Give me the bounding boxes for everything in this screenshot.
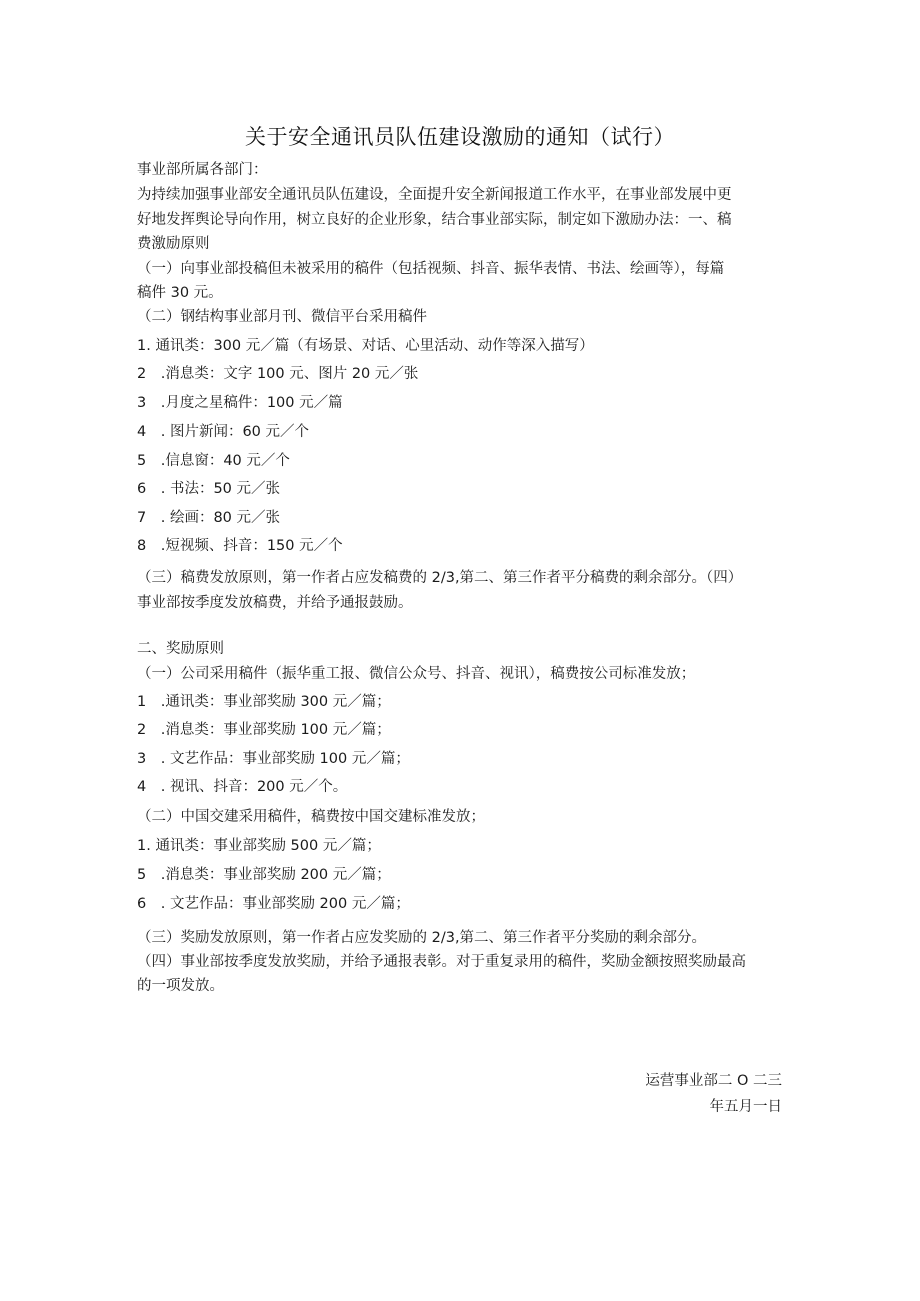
- part1-item3: 事业部按季度发放稿费，并给予通报鼓励。: [137, 595, 413, 611]
- signature-date: 年五月一日: [709, 1099, 782, 1115]
- part2-item1-heading: （一）公司采用稿件（振华重工报、微信公众号、抖音、视讯），稿费按公司标准发放；: [137, 666, 696, 682]
- part2-item2-heading: （二）中国交建采用稿件，稿费按中国交建标准发放；: [137, 809, 485, 825]
- intro-line: 好地发挥舆论导向作用，树立良好的企业形象，结合事业部实际，制定如下激励办法：一、稿: [137, 212, 732, 228]
- part2-item4: （四）事业部按季度发放奖励，并给予通报表彰。对于重复录用的稿件，奖励金额按照奖励最高: [137, 954, 746, 970]
- part1-item2-heading: （二）钢结构事业部月刊、微信平台采用稿件: [137, 309, 427, 325]
- fee-item: 4 . 图片新闻：60 元／个: [137, 424, 310, 440]
- fee-item: 5 .信息窗：40 元／个: [137, 453, 290, 469]
- fee-item: 3 .月度之星稿件：100 元／篇: [137, 395, 343, 411]
- fee-item: 8 .短视频、抖音：150 元／个: [137, 538, 343, 554]
- part2-item3: （三）奖励发放原则，第一作者占应发奖励的 2/3,第二、第三作者平分奖励的剩余部分。: [137, 930, 707, 946]
- fee-item: 6 . 书法：50 元／张: [137, 481, 281, 497]
- cccc-reward-item: 6 . 文艺作品：事业部奖励 200 元／篇；: [137, 896, 410, 912]
- fee-item: 1. 通讯类：300 元／篇（有场景、对话、心里活动、动作等深入描写）: [137, 338, 594, 354]
- company-reward-item: 1 .通讯类：事业部奖励 300 元／篇；: [137, 694, 391, 710]
- part1-item1: 稿件 30 元。: [137, 285, 223, 301]
- intro-line: 为持续加强事业部安全通讯员队伍建设，全面提升安全新闻报道工作水平，在事业部发展中更: [137, 187, 732, 203]
- company-reward-item: 4 . 视讯、抖音：200 元／个。: [137, 779, 348, 795]
- company-reward-item: 3 . 文艺作品：事业部奖励 100 元／篇；: [137, 751, 410, 767]
- cccc-reward-item: 5 .消息类：事业部奖励 200 元／篇；: [137, 867, 391, 883]
- part1-item3: （三）稿费发放原则，第一作者占应发稿费的 2/3,第二、第三作者平分稿费的剩余部分。（四）: [137, 570, 743, 586]
- document-title: 关于安全通讯员队伍建设激励的通知（试行）: [245, 125, 675, 149]
- company-reward-item: 2 .消息类：事业部奖励 100 元／篇；: [137, 722, 391, 738]
- signature-org: 运营事业部二 O 二三: [645, 1073, 782, 1089]
- part1-item1: （一）向事业部投稿但未被采用的稿件（包括视频、抖音、振华表情、书法、绘画等），每篇: [137, 261, 725, 277]
- fee-item: 7 . 绘画：80 元／张: [137, 510, 281, 526]
- salutation: 事业部所属各部门：: [137, 162, 268, 178]
- cccc-reward-item: 1. 通讯类：事业部奖励 500 元／篇；: [137, 838, 381, 854]
- part2-item4: 的一项发放。: [137, 978, 224, 994]
- fee-item: 2 .消息类：文字 100 元、图片 20 元／张: [137, 366, 419, 382]
- intro-line: 费激励原则: [137, 236, 210, 252]
- part2-heading: 二、奖励原则: [137, 641, 224, 657]
